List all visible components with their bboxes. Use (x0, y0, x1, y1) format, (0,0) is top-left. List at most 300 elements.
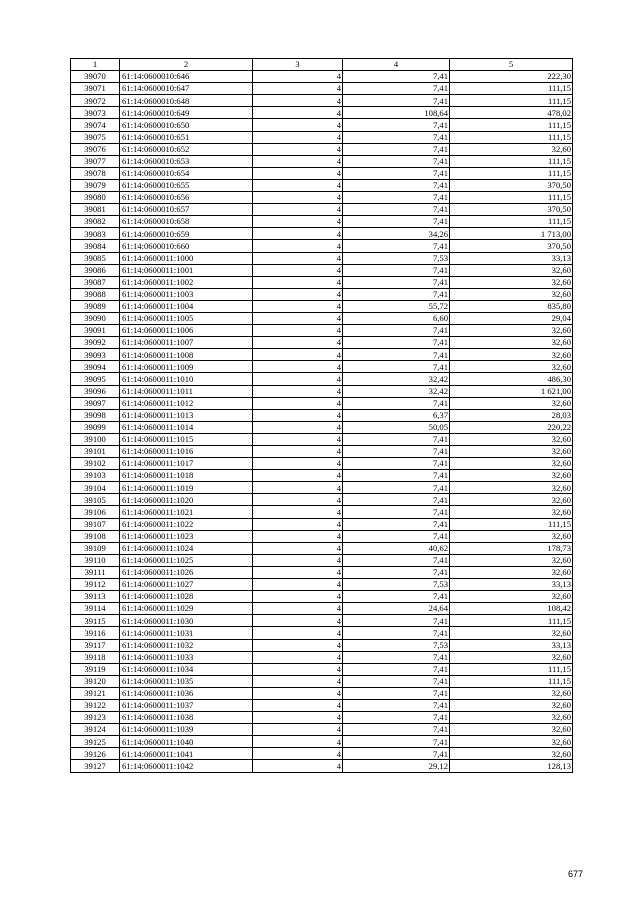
column-header-2: 2 (120, 59, 253, 71)
table-row (71, 712, 573, 724)
column-5-cell: 111,15 (450, 675, 573, 687)
column-3-cell: 4 (253, 240, 343, 252)
column-4-cell: 7,53 (343, 579, 450, 591)
cadastral-number-cell: 61:14:0600010:656 (120, 192, 253, 204)
column-5-cell: 370,50 (450, 179, 573, 191)
column-4-cell: 7,41 (343, 216, 450, 228)
cadastral-number-cell: 61:14:0600011:1031 (120, 627, 253, 639)
column-3-cell: 4 (253, 264, 343, 276)
row-number-cell: 39084 (71, 240, 120, 252)
column-4-cell: 7,41 (343, 446, 450, 458)
table-row (71, 264, 573, 276)
row-number-cell: 39095 (71, 373, 120, 385)
column-3-cell: 4 (253, 300, 343, 312)
column-5-cell: 33,13 (450, 579, 573, 591)
cadastral-number-cell: 61:14:0600011:1004 (120, 300, 253, 312)
cadastral-number-cell: 61:14:0600011:1010 (120, 373, 253, 385)
table-row (71, 663, 573, 675)
column-5-cell: 32,60 (450, 591, 573, 603)
column-5-cell: 835,80 (450, 300, 573, 312)
row-number-cell: 39106 (71, 506, 120, 518)
cadastral-number-cell: 61:14:0600011:1025 (120, 554, 253, 566)
cadastral-number-cell: 61:14:0600011:1001 (120, 264, 253, 276)
column-4-cell: 7,41 (343, 712, 450, 724)
column-5-cell: 32,60 (450, 337, 573, 349)
cadastral-number-cell: 61:14:0600011:1038 (120, 712, 253, 724)
row-number-cell: 39110 (71, 554, 120, 566)
column-3-cell: 4 (253, 167, 343, 179)
row-number-cell: 39080 (71, 192, 120, 204)
cadastral-number-cell: 61:14:0600010:659 (120, 228, 253, 240)
column-3-cell: 4 (253, 143, 343, 155)
table-header-row (71, 59, 573, 71)
table-row (71, 179, 573, 191)
column-4-cell: 7,41 (343, 724, 450, 736)
cadastral-number-cell: 61:14:0600011:1040 (120, 736, 253, 748)
row-number-cell: 39086 (71, 264, 120, 276)
column-3-cell: 4 (253, 651, 343, 663)
column-3-cell: 4 (253, 699, 343, 711)
table-row (71, 760, 573, 772)
table-row (71, 470, 573, 482)
column-4-cell: 6,60 (343, 312, 450, 324)
cadastral-number-cell: 61:14:0600010:660 (120, 240, 253, 252)
cadastral-number-cell: 61:14:0600011:1016 (120, 446, 253, 458)
table-row (71, 228, 573, 240)
column-4-cell: 7,41 (343, 506, 450, 518)
row-number-cell: 39082 (71, 216, 120, 228)
column-3-cell: 4 (253, 748, 343, 760)
column-3-cell: 4 (253, 131, 343, 143)
column-3-cell: 4 (253, 288, 343, 300)
row-number-cell: 39126 (71, 748, 120, 760)
row-number-cell: 39114 (71, 603, 120, 615)
cadastral-number-cell: 61:14:0600011:1018 (120, 470, 253, 482)
column-3-cell: 4 (253, 518, 343, 530)
row-number-cell: 39075 (71, 131, 120, 143)
column-4-cell: 7,41 (343, 458, 450, 470)
column-4-cell: 50,05 (343, 421, 450, 433)
column-4-cell: 7,41 (343, 325, 450, 337)
column-4-cell: 7,53 (343, 639, 450, 651)
column-4-cell: 40,62 (343, 542, 450, 554)
column-5-cell: 128,13 (450, 760, 573, 772)
column-5-cell: 32,60 (450, 506, 573, 518)
row-number-cell: 39107 (71, 518, 120, 530)
table-row (71, 579, 573, 591)
column-header-5: 5 (450, 59, 573, 71)
table-row (71, 506, 573, 518)
column-5-cell: 32,60 (450, 276, 573, 288)
column-3-cell: 4 (253, 361, 343, 373)
column-4-cell: 34,26 (343, 228, 450, 240)
column-header-3: 3 (253, 59, 343, 71)
table-row (71, 143, 573, 155)
column-5-cell: 111,15 (450, 131, 573, 143)
column-3-cell: 4 (253, 325, 343, 337)
column-5-cell: 111,15 (450, 663, 573, 675)
table-row (71, 699, 573, 711)
column-4-cell: 7,41 (343, 554, 450, 566)
table-row (71, 530, 573, 542)
row-number-cell: 39125 (71, 736, 120, 748)
table-row (71, 288, 573, 300)
column-3-cell: 4 (253, 228, 343, 240)
row-number-cell: 39111 (71, 566, 120, 578)
column-3-cell: 4 (253, 204, 343, 216)
table-row (71, 748, 573, 760)
column-4-cell: 7,41 (343, 167, 450, 179)
row-number-cell: 39085 (71, 252, 120, 264)
column-5-cell: 32,60 (450, 724, 573, 736)
row-number-cell: 39103 (71, 470, 120, 482)
cadastral-number-cell: 61:14:0600011:1009 (120, 361, 253, 373)
row-number-cell: 39090 (71, 312, 120, 324)
table-row (71, 482, 573, 494)
column-3-cell: 4 (253, 615, 343, 627)
table-row (71, 204, 573, 216)
cadastral-number-cell: 61:14:0600011:1030 (120, 615, 253, 627)
column-4-cell: 55,72 (343, 300, 450, 312)
row-number-cell: 39109 (71, 542, 120, 554)
column-3-cell: 4 (253, 482, 343, 494)
column-4-cell: 7,41 (343, 240, 450, 252)
column-4-cell: 7,41 (343, 119, 450, 131)
cadastral-number-cell: 61:14:0600011:1019 (120, 482, 253, 494)
column-5-cell: 32,60 (450, 651, 573, 663)
cadastral-number-cell: 61:14:0600010:657 (120, 204, 253, 216)
cadastral-number-cell: 61:14:0600011:1033 (120, 651, 253, 663)
table-row (71, 736, 573, 748)
table-row (71, 433, 573, 445)
cadastral-number-cell: 61:14:0600011:1003 (120, 288, 253, 300)
column-3-cell: 4 (253, 337, 343, 349)
column-3-cell: 4 (253, 397, 343, 409)
column-4-cell: 7,41 (343, 470, 450, 482)
cadastral-number-cell: 61:14:0600010:653 (120, 155, 253, 167)
row-number-cell: 39079 (71, 179, 120, 191)
column-5-cell: 1 621,00 (450, 385, 573, 397)
column-5-cell: 111,15 (450, 615, 573, 627)
column-4-cell: 7,41 (343, 494, 450, 506)
column-3-cell: 4 (253, 712, 343, 724)
row-number-cell: 39098 (71, 409, 120, 421)
column-5-cell: 111,15 (450, 192, 573, 204)
column-4-cell: 29,12 (343, 760, 450, 772)
column-3-cell: 4 (253, 446, 343, 458)
column-3-cell: 4 (253, 179, 343, 191)
row-number-cell: 39078 (71, 167, 120, 179)
column-4-cell: 7,41 (343, 288, 450, 300)
table-row (71, 276, 573, 288)
row-number-cell: 39093 (71, 349, 120, 361)
cadastral-number-cell: 61:14:0600011:1008 (120, 349, 253, 361)
column-3-cell: 4 (253, 591, 343, 603)
page-number: 677 (567, 869, 583, 879)
column-5-cell: 111,15 (450, 119, 573, 131)
column-4-cell: 7,41 (343, 264, 450, 276)
table-row (71, 312, 573, 324)
row-number-cell: 39074 (71, 119, 120, 131)
cadastral-number-cell: 61:14:0600011:1029 (120, 603, 253, 615)
column-5-cell: 370,50 (450, 204, 573, 216)
table-row (71, 192, 573, 204)
row-number-cell: 39071 (71, 83, 120, 95)
column-3-cell: 4 (253, 554, 343, 566)
row-number-cell: 39070 (71, 71, 120, 83)
cadastral-number-cell: 61:14:0600011:1034 (120, 663, 253, 675)
table-row (71, 361, 573, 373)
column-5-cell: 111,15 (450, 167, 573, 179)
column-3-cell: 4 (253, 119, 343, 131)
row-number-cell: 39118 (71, 651, 120, 663)
table-row (71, 603, 573, 615)
table-row (71, 554, 573, 566)
row-number-cell: 39077 (71, 155, 120, 167)
column-5-cell: 32,60 (450, 143, 573, 155)
row-number-cell: 39081 (71, 204, 120, 216)
table-row (71, 167, 573, 179)
row-number-cell: 39096 (71, 385, 120, 397)
column-3-cell: 4 (253, 95, 343, 107)
table-row (71, 421, 573, 433)
column-3-cell: 4 (253, 639, 343, 651)
cadastral-number-cell: 61:14:0600010:646 (120, 71, 253, 83)
row-number-cell: 39120 (71, 675, 120, 687)
row-number-cell: 39122 (71, 699, 120, 711)
column-4-cell: 7,41 (343, 95, 450, 107)
table-header (71, 59, 573, 71)
table-row (71, 675, 573, 687)
column-4-cell: 7,41 (343, 615, 450, 627)
row-number-cell: 39119 (71, 663, 120, 675)
table-row (71, 300, 573, 312)
cadastral-number-cell: 61:14:0600010:655 (120, 179, 253, 191)
column-3-cell: 4 (253, 687, 343, 699)
column-4-cell: 108,64 (343, 107, 450, 119)
cadastral-number-cell: 61:14:0600010:647 (120, 83, 253, 95)
column-5-cell: 32,60 (450, 325, 573, 337)
column-3-cell: 4 (253, 470, 343, 482)
column-header-4: 4 (343, 59, 450, 71)
column-4-cell: 7,41 (343, 482, 450, 494)
table-row (71, 71, 573, 83)
column-4-cell: 7,41 (343, 748, 450, 760)
cadastral-number-cell: 61:14:0600011:1039 (120, 724, 253, 736)
column-4-cell: 7,41 (343, 71, 450, 83)
row-number-cell: 39105 (71, 494, 120, 506)
column-4-cell: 24,64 (343, 603, 450, 615)
column-4-cell: 7,53 (343, 252, 450, 264)
cadastral-number-cell: 61:14:0600011:1006 (120, 325, 253, 337)
row-number-cell: 39094 (71, 361, 120, 373)
column-3-cell: 4 (253, 603, 343, 615)
column-5-cell: 32,60 (450, 264, 573, 276)
row-number-cell: 39089 (71, 300, 120, 312)
column-5-cell: 32,60 (450, 687, 573, 699)
column-4-cell: 7,41 (343, 192, 450, 204)
table-row (71, 446, 573, 458)
column-5-cell: 32,60 (450, 433, 573, 445)
cadastral-number-cell: 61:14:0600011:1020 (120, 494, 253, 506)
column-4-cell: 6,37 (343, 409, 450, 421)
row-number-cell: 39117 (71, 639, 120, 651)
column-5-cell: 222,30 (450, 71, 573, 83)
table-row (71, 119, 573, 131)
table-row (71, 458, 573, 470)
column-5-cell: 28,03 (450, 409, 573, 421)
cadastral-number-cell: 61:14:0600011:1028 (120, 591, 253, 603)
cadastral-number-cell: 61:14:0600010:652 (120, 143, 253, 155)
table-row (71, 687, 573, 699)
column-4-cell: 32,42 (343, 373, 450, 385)
column-5-cell: 32,60 (450, 530, 573, 542)
table-row (71, 542, 573, 554)
column-5-cell: 111,15 (450, 155, 573, 167)
column-5-cell: 111,15 (450, 216, 573, 228)
column-3-cell: 4 (253, 409, 343, 421)
column-3-cell: 4 (253, 566, 343, 578)
column-4-cell: 7,41 (343, 663, 450, 675)
column-4-cell: 7,41 (343, 131, 450, 143)
table-row (71, 107, 573, 119)
table-row (71, 83, 573, 95)
table-row (71, 131, 573, 143)
table-row (71, 337, 573, 349)
column-3-cell: 4 (253, 458, 343, 470)
table-row (71, 95, 573, 107)
column-5-cell: 32,60 (450, 554, 573, 566)
column-4-cell: 7,41 (343, 397, 450, 409)
cadastral-number-cell: 61:14:0600010:658 (120, 216, 253, 228)
column-3-cell: 4 (253, 83, 343, 95)
cadastral-number-cell: 61:14:0600011:1022 (120, 518, 253, 530)
column-5-cell: 32,60 (450, 736, 573, 748)
column-4-cell: 7,41 (343, 518, 450, 530)
table-row (71, 494, 573, 506)
column-5-cell: 29,04 (450, 312, 573, 324)
column-4-cell: 7,41 (343, 361, 450, 373)
cadastral-number-cell: 61:14:0600011:1015 (120, 433, 253, 445)
row-number-cell: 39083 (71, 228, 120, 240)
column-4-cell: 7,41 (343, 337, 450, 349)
row-number-cell: 39087 (71, 276, 120, 288)
cadastral-number-cell: 61:14:0600010:651 (120, 131, 253, 143)
column-3-cell: 4 (253, 530, 343, 542)
column-5-cell: 111,15 (450, 518, 573, 530)
column-3-cell: 4 (253, 373, 343, 385)
cadastral-number-cell: 61:14:0600011:1035 (120, 675, 253, 687)
data-table (70, 58, 573, 773)
row-number-cell: 39116 (71, 627, 120, 639)
row-number-cell: 39113 (71, 591, 120, 603)
cadastral-number-cell: 61:14:0600010:648 (120, 95, 253, 107)
cadastral-number-cell: 61:14:0600011:1014 (120, 421, 253, 433)
column-4-cell: 7,41 (343, 627, 450, 639)
column-3-cell: 4 (253, 760, 343, 772)
column-3-cell: 4 (253, 663, 343, 675)
column-4-cell: 7,41 (343, 349, 450, 361)
table-row (71, 615, 573, 627)
table-row (71, 724, 573, 736)
column-3-cell: 4 (253, 724, 343, 736)
column-5-cell: 178,73 (450, 542, 573, 554)
cadastral-number-cell: 61:14:0600011:1002 (120, 276, 253, 288)
column-4-cell: 7,41 (343, 591, 450, 603)
row-number-cell: 39101 (71, 446, 120, 458)
column-4-cell: 7,41 (343, 143, 450, 155)
cadastral-number-cell: 61:14:0600011:1037 (120, 699, 253, 711)
table-row (71, 397, 573, 409)
table-row (71, 252, 573, 264)
row-number-cell: 39091 (71, 325, 120, 337)
column-5-cell: 32,60 (450, 361, 573, 373)
column-5-cell: 111,15 (450, 83, 573, 95)
column-5-cell: 32,60 (450, 446, 573, 458)
column-4-cell: 7,41 (343, 651, 450, 663)
column-4-cell: 7,41 (343, 566, 450, 578)
row-number-cell: 39123 (71, 712, 120, 724)
column-header-1: 1 (71, 59, 120, 71)
column-5-cell: 33,13 (450, 639, 573, 651)
row-number-cell: 39092 (71, 337, 120, 349)
table-body (71, 71, 573, 772)
cadastral-number-cell: 61:14:0600011:1012 (120, 397, 253, 409)
table-row (71, 155, 573, 167)
column-3-cell: 4 (253, 71, 343, 83)
row-number-cell: 39104 (71, 482, 120, 494)
row-number-cell: 39073 (71, 107, 120, 119)
column-5-cell: 111,15 (450, 95, 573, 107)
column-3-cell: 4 (253, 216, 343, 228)
column-5-cell: 32,60 (450, 288, 573, 300)
column-3-cell: 4 (253, 385, 343, 397)
cadastral-number-cell: 61:14:0600011:1036 (120, 687, 253, 699)
column-3-cell: 4 (253, 252, 343, 264)
table-row (71, 325, 573, 337)
row-number-cell: 39097 (71, 397, 120, 409)
column-5-cell: 32,60 (450, 712, 573, 724)
cadastral-number-cell: 61:14:0600011:1005 (120, 312, 253, 324)
column-3-cell: 4 (253, 494, 343, 506)
column-5-cell: 1 713,00 (450, 228, 573, 240)
table-row (71, 216, 573, 228)
row-number-cell: 39088 (71, 288, 120, 300)
column-3-cell: 4 (253, 349, 343, 361)
table-row (71, 639, 573, 651)
column-5-cell: 33,13 (450, 252, 573, 264)
column-5-cell: 32,60 (450, 566, 573, 578)
column-3-cell: 4 (253, 155, 343, 167)
row-number-cell: 39100 (71, 433, 120, 445)
column-5-cell: 32,60 (450, 699, 573, 711)
column-4-cell: 7,41 (343, 530, 450, 542)
column-4-cell: 7,41 (343, 276, 450, 288)
cadastral-number-cell: 61:14:0600010:649 (120, 107, 253, 119)
row-number-cell: 39112 (71, 579, 120, 591)
cadastral-number-cell: 61:14:0600011:1021 (120, 506, 253, 518)
column-5-cell: 32,60 (450, 494, 573, 506)
table-row (71, 591, 573, 603)
row-number-cell: 39108 (71, 530, 120, 542)
column-4-cell: 7,41 (343, 675, 450, 687)
column-5-cell: 478,02 (450, 107, 573, 119)
table-row (71, 518, 573, 530)
row-number-cell: 39124 (71, 724, 120, 736)
row-number-cell: 39121 (71, 687, 120, 699)
column-4-cell: 32,42 (343, 385, 450, 397)
column-3-cell: 4 (253, 433, 343, 445)
